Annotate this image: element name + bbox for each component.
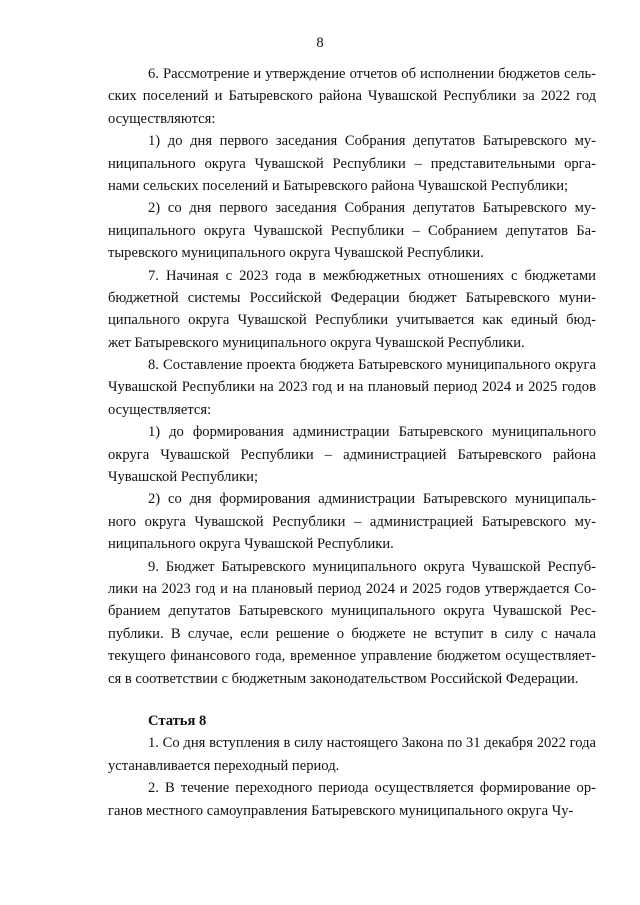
page-number: 8 [316, 35, 324, 51]
text-line: округа Чувашской Республики – администрацией Батыревского района [108, 446, 596, 463]
paragraph [108, 556, 596, 690]
paragraph [108, 265, 596, 355]
text-line: жет Батыревского муниципального округа Чувашской Республики. [108, 334, 525, 351]
paragraph [108, 63, 596, 130]
section-gap [108, 690, 596, 710]
text-line: 8. Составление проекта бюджета Батыревского муниципального округа [148, 357, 596, 374]
text-line: ся в соответствии с бюджетным законодательством Российской Федерации. [108, 670, 579, 687]
text-line: нами сельских поселений и Батыревского района Чувашской Республики; [108, 177, 569, 194]
text-line: осуществляются: [108, 110, 216, 127]
document-body [108, 63, 596, 822]
text-line: 2) со дня первого заседания Собрания депутатов Батыревского му- [148, 200, 596, 217]
text-line: ниципального округа Чувашской Республики. [108, 536, 394, 553]
article-7-continuation [108, 63, 596, 690]
text-line: 9. Бюджет Батыревского муниципального округа Чувашской Респуб- [148, 558, 596, 575]
text-line: 6. Рассмотрение и утверждение отчетов об исполнении бюджетов сель- [148, 66, 596, 82]
text-line: Чувашской Республики; [108, 469, 259, 486]
paragraph [108, 197, 596, 264]
paragraph [108, 777, 596, 822]
text-line: ниципального округа Чувашской Республики – представительными орга- [108, 155, 596, 172]
text-line: бранием депутатов Батыревского муниципального округа Чувашской Рес- [108, 603, 596, 620]
text-line: лики на 2023 год и на плановый период 2024 и 2025 годов утверждается Со- [108, 580, 596, 597]
text-line: ских поселений и Батыревского района Чувашской Республики за 2022 год [108, 88, 596, 105]
text-line: 2) со дня формирования администрации Батыревского муниципаль- [148, 491, 596, 508]
text-line: осуществляется: [108, 401, 212, 418]
paragraph [108, 421, 596, 488]
text-line: ганов местного самоуправления Батыревского муниципального округа Чу- [108, 802, 574, 819]
paragraph [108, 354, 596, 421]
text-line: ниципального округа Чувашской Республики – Собранием депутатов Ба- [108, 222, 596, 239]
text-line: 1. Со дня вступления в силу настоящего Закона по 31 декабря 2022 года [148, 735, 596, 752]
text-line: бюджетной системы Российской Федерации бюджет Батыревского муни- [108, 289, 596, 306]
text-line: 1) до формирования администрации Батыревского муниципального [148, 424, 596, 441]
text-line: Чувашской Республики на 2023 год и на плановый период 2024 и 2025 годов [108, 379, 596, 396]
paragraph [108, 732, 596, 777]
text-line: ного округа Чувашской Республики – администрацией Батыревского му- [108, 513, 596, 530]
text-line: ципального округа Чувашской Республики учитывается как единый бюд- [108, 312, 596, 329]
text-line: 2. В течение переходного периода осуществляется формирование ор- [148, 780, 596, 797]
text-line: текущего финансового года, временное управление бюджетом осуществляет- [108, 648, 596, 665]
paragraph [108, 488, 596, 555]
text-line: 7. Начиная с 2023 года в межбюджетных отношениях с бюджетами [148, 267, 596, 284]
text-line: устанавливается переходный период. [108, 757, 340, 774]
article-heading: Статья 8 [148, 712, 207, 729]
text-line: тыревского муниципального округа Чувашской Республики. [108, 245, 484, 262]
paragraph [108, 130, 596, 197]
text-line: 1) до дня первого заседания Собрания депутатов Батыревского му- [148, 133, 596, 150]
text-line: публики. В случае, если решение о бюджете не вступит в силу с начала [108, 625, 596, 642]
article-8-body [108, 732, 596, 822]
